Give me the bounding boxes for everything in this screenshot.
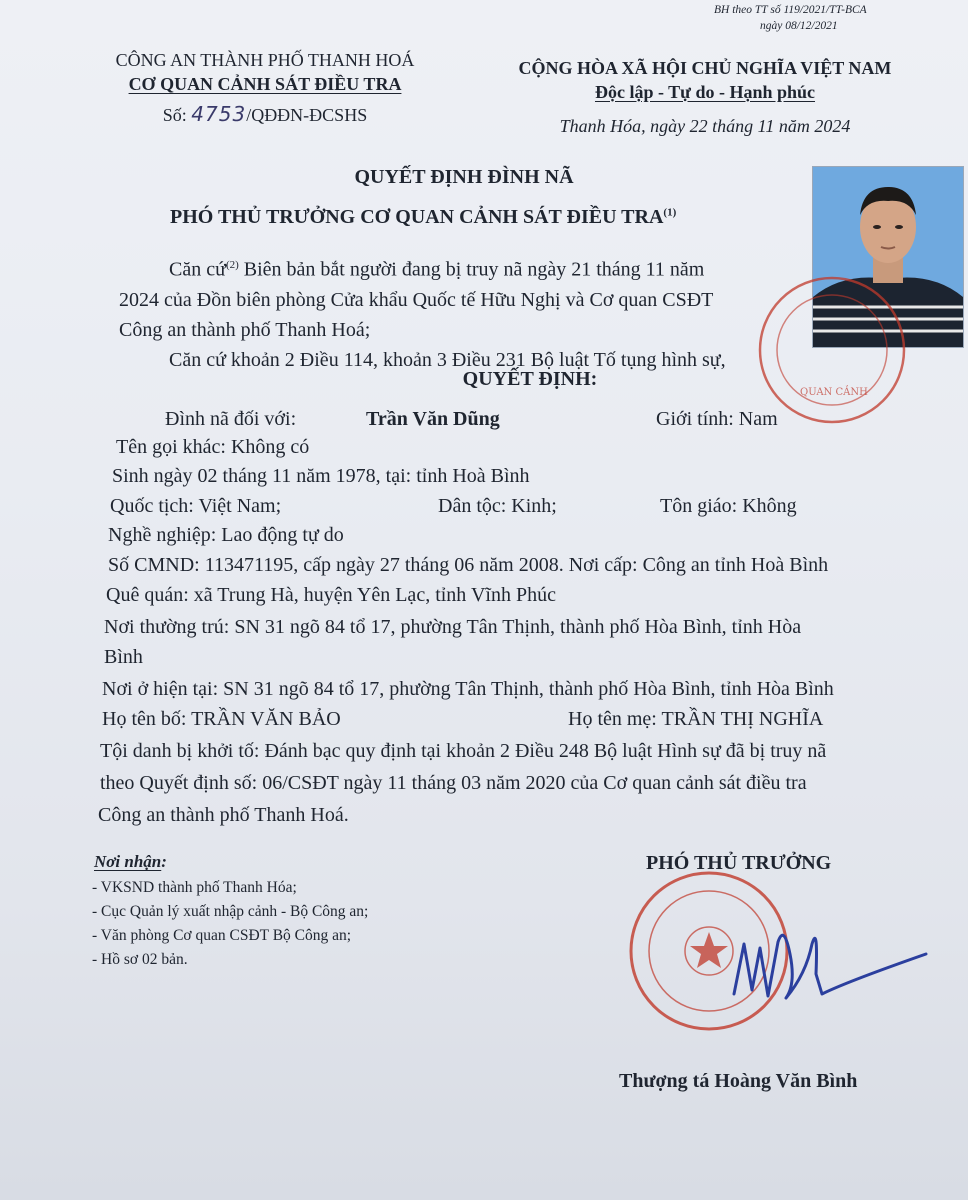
- subject-ethnicity: Dân tộc: Kinh;: [438, 495, 557, 517]
- recipients-heading-colon: :: [161, 852, 167, 871]
- form-reference-line2: ngày 08/12/2021: [760, 20, 838, 32]
- subject-father: Họ tên bố: TRẦN VĂN BẢO: [102, 708, 341, 730]
- header-left: [90, 48, 440, 127]
- recipients-list: [92, 876, 368, 972]
- motto-text: Độc lập - Tự do - Hạnh phúc: [594, 82, 816, 102]
- basis-footnote-mark: (2): [225, 259, 239, 271]
- document-subtitle: [170, 206, 676, 229]
- subject-current-address: Nơi ở hiện tại: SN 31 ngõ 84 tổ 17, phường Tân Thịnh, thành phố Hòa Bình, tỉnh Hòa Bình: [102, 678, 834, 700]
- place-date: Thanh Hóa, ngày 22 tháng 11 năm 2024: [559, 116, 851, 136]
- document-subtitle-text: PHÓ THỦ TRƯỞNG CƠ QUAN CẢNH SÁT ĐIỀU TRA: [170, 206, 664, 228]
- subject-permanent-line2: Bình: [104, 646, 143, 668]
- signer-name: Thượng tá Hoàng Văn Bình: [619, 1070, 858, 1092]
- subject-religion: Tôn giáo: Không: [660, 495, 797, 517]
- basis-p1-word: Căn cứ: [169, 258, 226, 281]
- charge-line3: Công an thành phố Thanh Hoá.: [98, 804, 349, 826]
- subject-alias: Tên gọi khác: Không có: [116, 436, 310, 458]
- subject-mother: Họ tên mẹ: TRẦN THỊ NGHĨA: [568, 708, 824, 730]
- charge-line1: Tội danh bị khởi tố: Đánh bạc quy định tại khoản 2 Điều 248 Bộ luật Hình sự đã bị truy nã: [100, 740, 827, 762]
- recipient-item: - Văn phòng Cơ quan CSĐT Bộ Công an;: [92, 927, 352, 944]
- svg-text:QUAN CẢNH: QUAN CẢNH: [800, 387, 868, 398]
- basis-section: [119, 250, 809, 375]
- document-number-suffix: /QĐĐN-ĐCSHS: [246, 105, 368, 125]
- recipient-item: - VKSND thành phố Thanh Hóa;: [92, 879, 297, 896]
- form-reference-line1: BH theo TT số 119/2021/TT-BCA: [714, 4, 867, 16]
- subject-label: Đình nã đối với:: [165, 408, 297, 430]
- subtitle-footnote-mark: (1): [663, 206, 677, 219]
- form-reference: [714, 2, 867, 34]
- recipients-heading-text: Nơi nhận: [94, 852, 162, 871]
- basis-p1-rest: Biên bản bắt người đang bị truy nã ngày 21 tháng 11 năm: [238, 258, 705, 281]
- subject-id-card: Số CMND: 113471195, cấp ngày 27 tháng 06 năm 2008. Nơi cấp: Công an tỉnh Hoà Bình: [108, 554, 829, 576]
- subject-hometown: Quê quán: xã Trung Hà, huyện Yên Lạc, tỉnh Vĩnh Phúc: [106, 584, 556, 606]
- subject-occupation: Nghề nghiệp: Lao động tự do: [108, 524, 344, 546]
- recipient-item: - Hồ sơ 02 bản.: [92, 951, 188, 968]
- subject-nationality: Quốc tịch: Việt Nam;: [110, 495, 282, 517]
- subject-name: Trần Văn Dũng: [366, 408, 500, 430]
- decision-heading: QUYẾT ĐỊNH:: [462, 368, 598, 390]
- handwritten-signature: [716, 904, 936, 1019]
- document-number-handwritten: 4753: [191, 102, 247, 126]
- recipient-item: - Cục Quản lý xuất nhập cảnh - Bộ Công an;: [92, 903, 369, 920]
- office-name: [90, 72, 440, 96]
- subject-permanent-line1: Nơi thường trú: SN 31 ngõ 84 tổ 17, phường Tân Thịnh, thành phố Hòa Bình, tỉnh Hòa: [104, 616, 802, 638]
- office-name-text: CƠ QUAN CẢNH SÁT ĐIỀU TRA: [128, 74, 402, 94]
- motto: [490, 80, 920, 104]
- country-name: CỘNG HÒA XÃ HỘI CHỦ NGHĨA VIỆT NAM: [518, 58, 892, 78]
- signature-title: PHÓ THỦ TRƯỞNG: [646, 852, 832, 874]
- document-number-prefix: Số:: [162, 105, 187, 125]
- basis-p2: Căn cứ khoản 2 Điều 114, khoản 3 Điều 231 Bộ luật Tố tụng hình sự,: [169, 348, 726, 371]
- document-title: QUYẾT ĐỊNH ĐÌNH NÃ: [354, 166, 574, 188]
- charge-line2: theo Quyết định số: 06/CSĐT ngày 11 tháng 03 năm 2020 của Cơ quan cảnh sát điều tra: [100, 772, 807, 794]
- document-number: [90, 102, 440, 127]
- basis-p1-line3: Công an thành phố Thanh Hoá;: [119, 318, 371, 341]
- basis-p1-line2: 2024 của Đồn biên phòng Cửa khẩu Quốc tế Hữu Nghị và Cơ quan CSĐT: [119, 288, 714, 311]
- subject-birth: Sinh ngày 02 tháng 11 năm 1978, tại: tỉnh Hoà Bình: [112, 465, 530, 487]
- basis-p1-line1: [119, 250, 809, 285]
- subject-gender: Giới tính: Nam: [656, 408, 778, 430]
- header-right: [490, 56, 920, 138]
- recipients-heading: [94, 852, 167, 872]
- agency-name: CÔNG AN THÀNH PHỐ THANH HOÁ: [115, 50, 415, 70]
